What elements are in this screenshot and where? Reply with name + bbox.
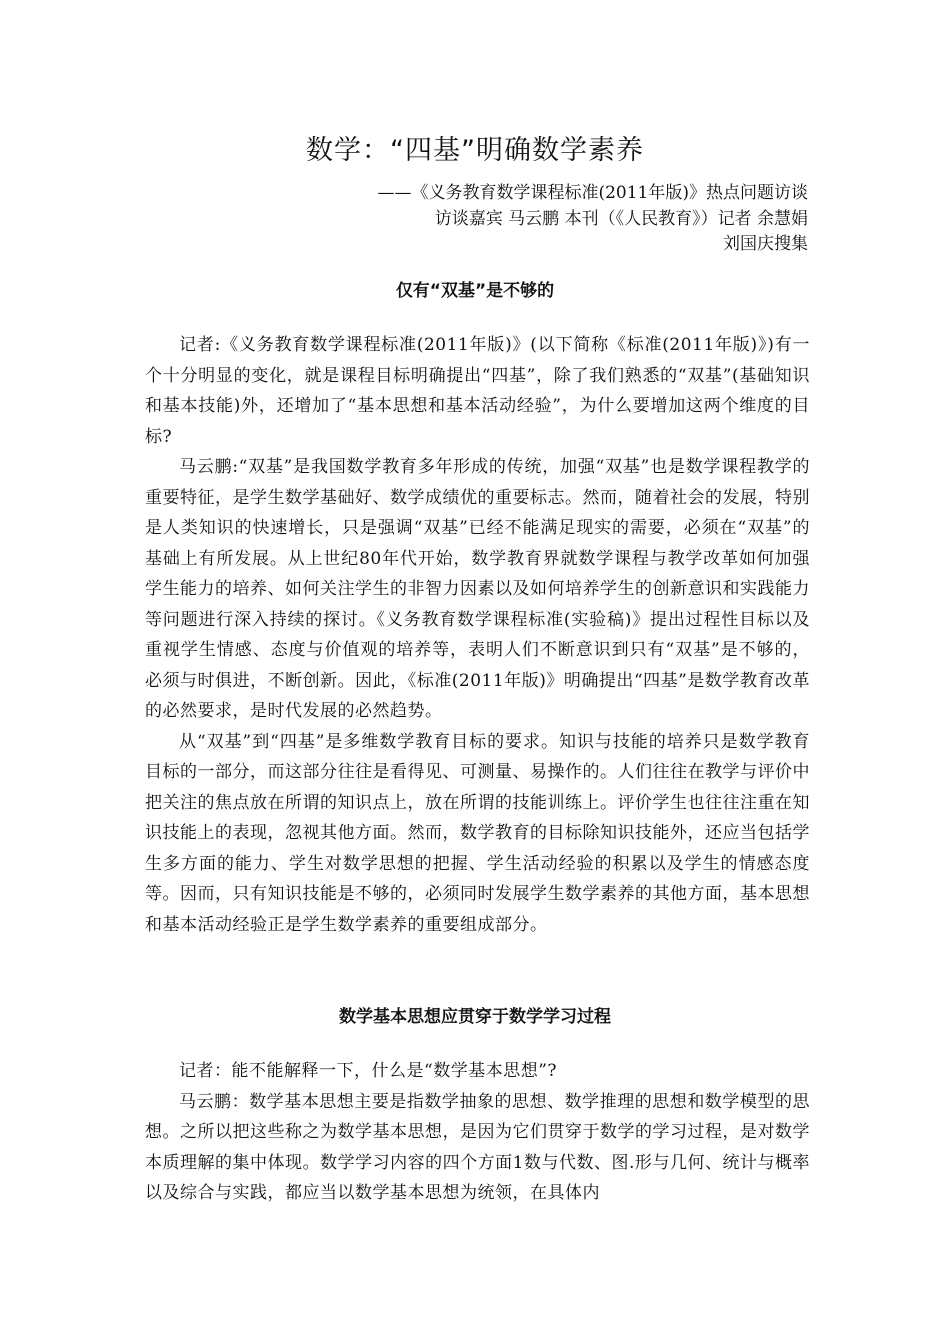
paragraph: 记者：能不能解释一下，什么是“数学基本思想”? xyxy=(179,1061,557,1081)
subtitle: ——《义务教育数学课程标准(2011年版)》热点问题访谈 xyxy=(377,183,808,203)
section-1-heading: 仅有“双基”是不够的 xyxy=(395,281,555,301)
paragraph: 记者:《义务教育数学课程标准(2011年版)》(以下简称《标准(2011年版)》)有一个十分明显的变化，就是课程目标明确提出“四基”，除了我们熟悉的“双基”(基础知识和基本技能)外，还增加了“基本思想和基本活动经验”，为什么要增加这两个维度的目标? xyxy=(145,335,810,447)
section-1-body xyxy=(145,330,810,940)
paragraph: 从“双基”到“四基”是多维数学教育目标的要求。知识与技能的培养只是数学教育目标的一部分，而这部分往往是看得见、可测量、易操作的。人们往往在教学与评价中把关注的焦点放在所谓的知识点上，放在所谓的技能训练上。评价学生也往往注重在知识技能上的表现，忽视其他方面。然而，数学教育的目标除知识技能外，还应当包括学生多方面的能力、学生对数学思想的把握、学生活动经验的积累以及学生的情感态度等。因而，只有知识技能是不够的，必须同时发展学生数学素养的其他方面，基本思想和基本活动经验正是学生数学素养的重要组成部分。 xyxy=(145,731,810,935)
collector-line: 刘国庆搜集 xyxy=(723,234,808,254)
section-2-heading: 数学基本思想应贯穿于数学学习过程 xyxy=(339,1007,611,1027)
section-2-body xyxy=(145,1056,810,1209)
page-title: 数学：“四基”明确数学素养 xyxy=(306,135,644,166)
paragraph: 马云鹏:“双基”是我国数学教育多年形成的传统，加强“双基”也是数学课程教学的重要特征，是学生数学基础好、数学成绩优的重要标志。然而，随着社会的发展，特别是人类知识的快速增长，只是强调“双基”已经不能满足现实的需要，必须在“双基”的基础上有所发展。从上世纪80年代开始，数学教育界就数学课程与教学改革如何加强学生能力的培养、如何关注学生的非智力因素以及如何培养学生的创新意识和实践能力等问题进行深入持续的探讨。《义务教育数学课程标准(实验稿)》提出过程性目标以及重视学生情感、态度与价值观的培养等，表明人们不断意识到只有“双基”是不够的，必须与时俱进，不断创新。因此，《标准(2011年版)》明确提出“四基”是数学教育改革的必然要求，是时代发展的必然趋势。 xyxy=(145,457,810,721)
paragraph: 马云鹏：数学基本思想主要是指数学抽象的思想、数学推理的思想和数学模型的思想。之所以把这些称之为数学基本思想，是因为它们贯穿于数学的学习过程，是对数学本质理解的集中体现。数学学习内容的四个方面1数与代数、图.形与几何、统计与概率以及综合与实践，都应当以数学基本思想为统领，在具体内 xyxy=(145,1091,810,1203)
interviewees-line: 访谈嘉宾 马云鹏 本刊（《人民教育》）记者 余慧娟 xyxy=(434,209,808,229)
